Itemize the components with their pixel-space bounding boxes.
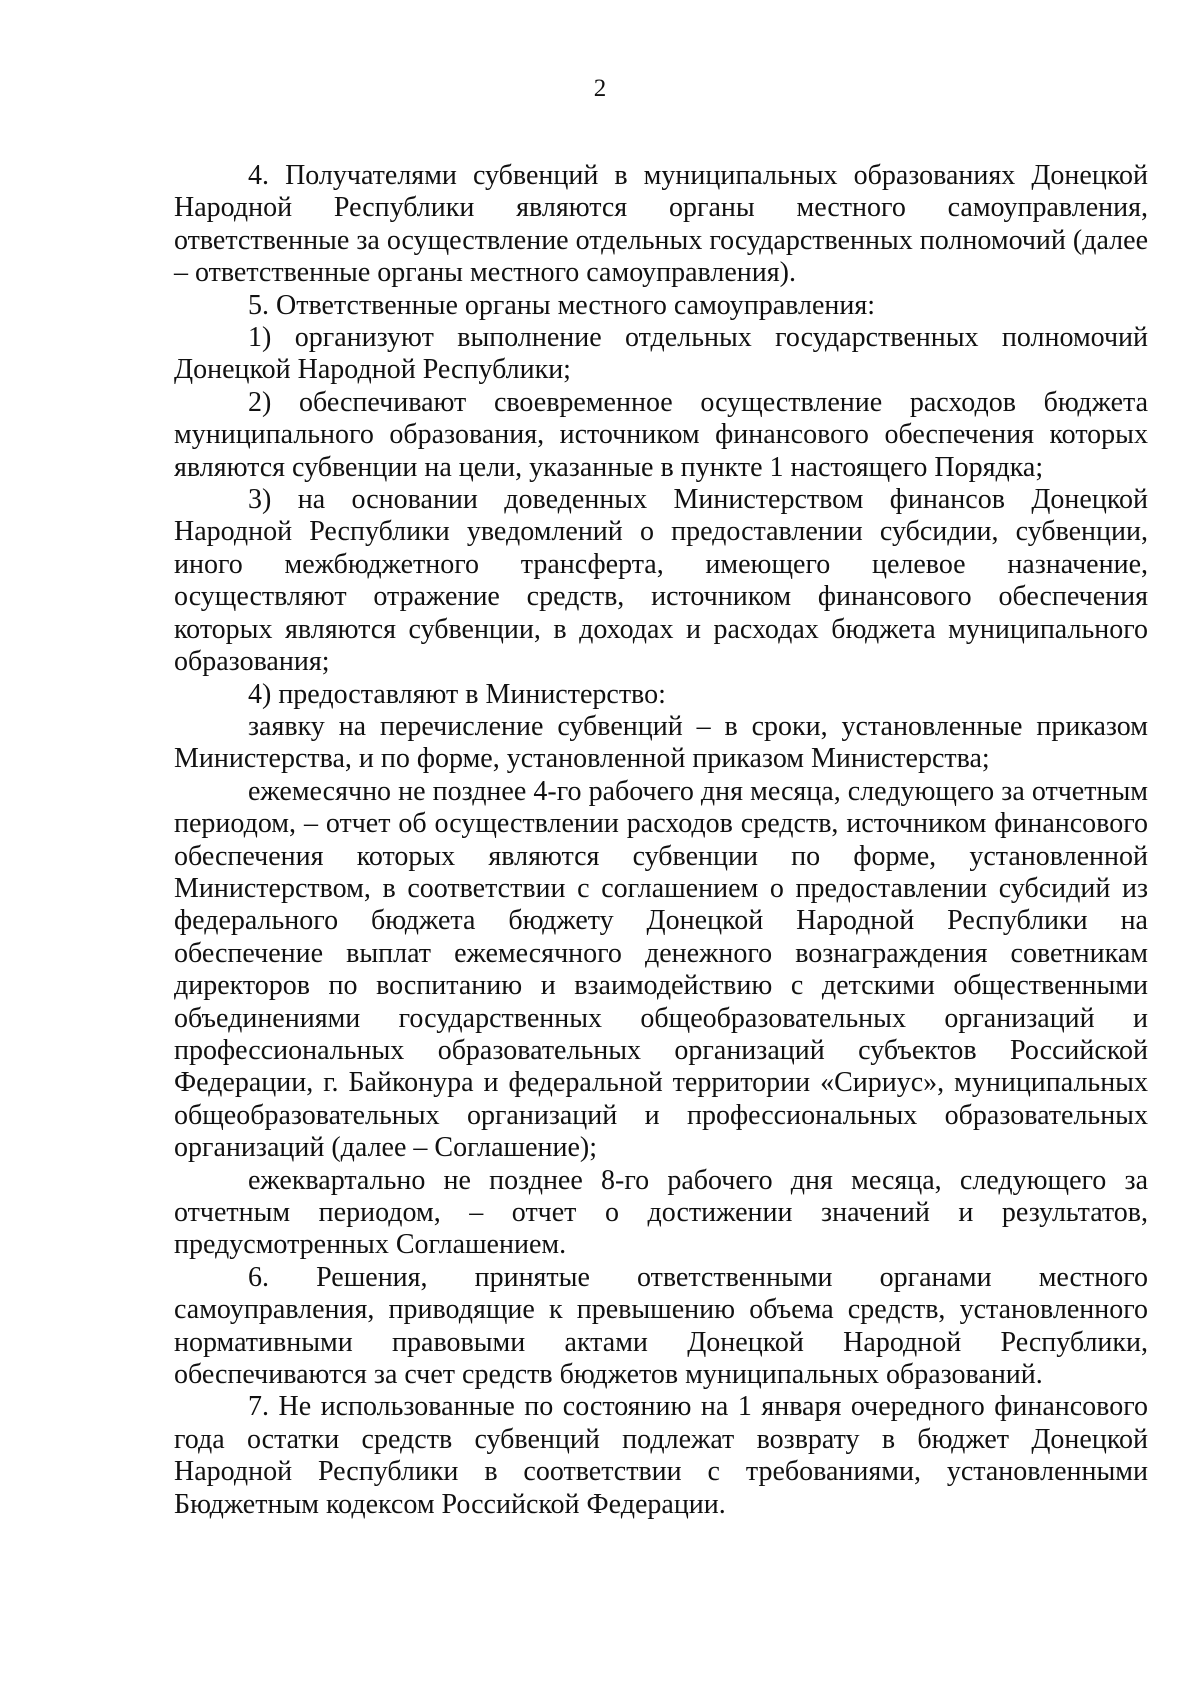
paragraph-subitem-3: 3) на основании доведенных Министерством финансов Донецкой Народной Республики уведомлений о предоставлении субсидии, субвенции, иного межбюджетного трансферта, имеющего целевое назначение, осуществляют отражение средств, источником финансового обеспечения которых являются субвенции, в доходах и расходах бюджета муниципального образования; bbox=[174, 484, 1148, 678]
paragraph-item-4: 4. Получателями субвенций в муниципальных образованиях Донецкой Народной Республики являются органы местного самоуправления, ответственные за осуществление отдельных государственных полномочий (далее – ответственные органы местного самоуправления). bbox=[174, 160, 1148, 289]
paragraph-subitem-2: 2) обеспечивают своевременное осуществление расходов бюджета муниципального образования, источником финансового обеспечения которых являются субвенции на цели, указанные в пункте 1 настоящего Порядка; bbox=[174, 386, 1148, 483]
paragraph-item-5: 5. Ответственные органы местного самоуправления: bbox=[248, 289, 876, 321]
document-body bbox=[174, 160, 1148, 1521]
page-number: 2 bbox=[593, 75, 607, 102]
paragraph-item-7: 7. Не использованные по состоянию на 1 января очередного финансового года остатки средств субвенций подлежат возврату в бюджет Донецкой Народной Республики в соответствии с требованиями, установленными Бюджетным кодексом Российской Федерации. bbox=[174, 1391, 1148, 1520]
paragraph-monthly-report: ежемесячно не позднее 4-го рабочего дня месяца, следующего за отчетным периодом, – отчет об осуществлении расходов средств, источником финансового обеспечения которых являются субвенции по форме, установленной Министерством, в соответствии с соглашением о предоставлении субсидий из федерального бюджета бюджету Донецкой Народной Республики на обеспечение выплат ежемесячного денежного вознаграждения советникам директоров по воспитанию и взаимодействию с детскими общественными объединениями государственных общеобразовательных организаций и профессиональных образовательных организаций субъектов Российской Федерации, г. Байконура и федеральной территории «Сириус», муниципальных общеобразовательных организаций и профессиональных образовательных организаций (далее – Соглашение); bbox=[174, 775, 1148, 1164]
paragraph-subitem-4: 4) предоставляют в Министерство: bbox=[248, 678, 666, 710]
paragraph-application-request: заявку на перечисление субвенций – в сроки, установленные приказом Министерства, и по форме, установленной приказом Министерства; bbox=[174, 710, 1148, 775]
paragraph-subitem-1: 1) организуют выполнение отдельных государственных полномочий Донецкой Народной Республики; bbox=[174, 322, 1148, 386]
paragraph-item-6: 6. Решения, принятые ответственными органами местного самоуправления, приводящие к превышению объема средств, установленного нормативными правовыми актами Донецкой Народной Республики, обеспечиваются за счет средств бюджетов муниципальных образований. bbox=[174, 1261, 1148, 1391]
paragraph-quarterly-report: ежеквартально не позднее 8-го рабочего дня месяца, следующего за отчетным периодом, – отчет о достижении значений и результатов, предусмотренных Соглашением. bbox=[174, 1164, 1148, 1261]
